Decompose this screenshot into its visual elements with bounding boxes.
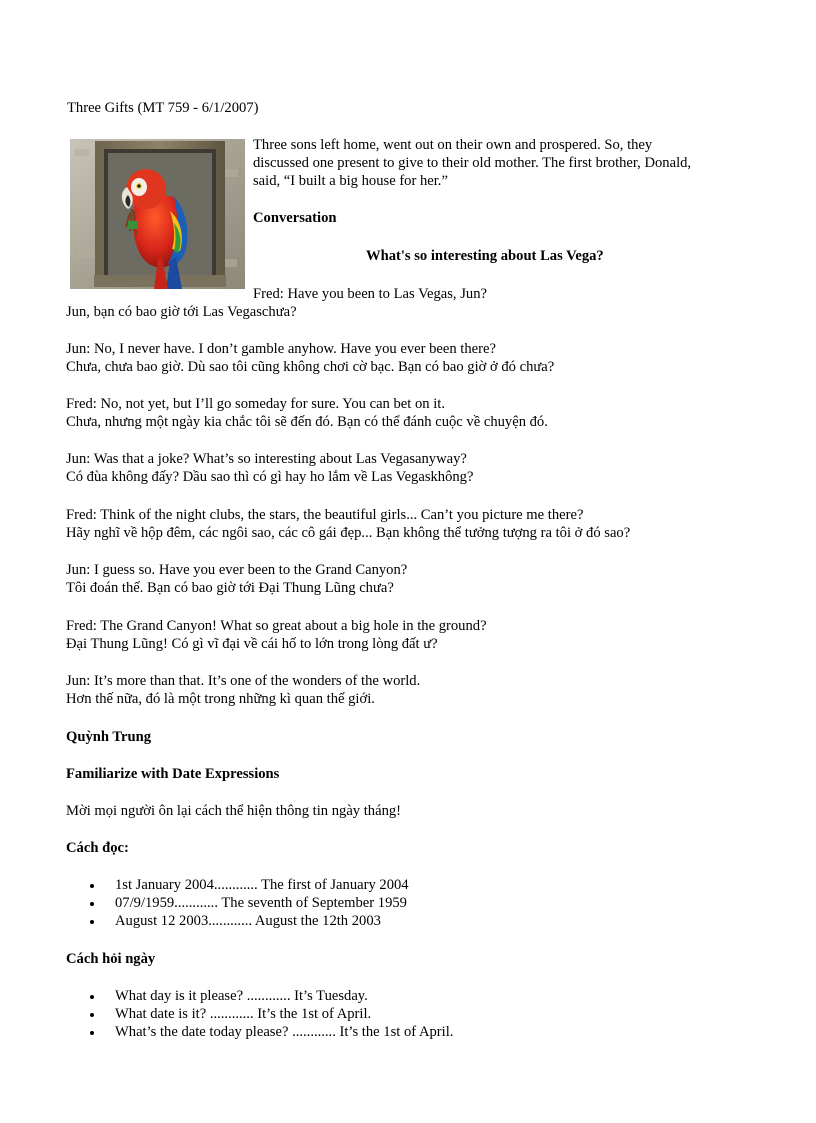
reading-heading: Cách đọc: <box>66 840 129 856</box>
story-line-2: discussed one present to give to their old mother. The first brother, Donald, <box>253 155 692 171</box>
bullet-icon <box>90 902 94 906</box>
dialogue-title: What's so interesting about Las Vega? <box>366 248 604 264</box>
parrot-photo <box>70 139 245 289</box>
dialogue-line-vi: Đại Thung Lũng! Có gì vĩ đại về cái hố to lớn trong lòng đất ư? <box>66 636 438 652</box>
dialogue-line-en: Fred: Think of the night clubs, the stars, the beautiful girls... Can’t you picture me there? <box>66 507 584 523</box>
dialogue-line-vi: Tôi đoán thế. Bạn có bao giờ tới Đại Thung Lũng chưa? <box>66 580 394 596</box>
section-intro: Mời mọi người ôn lại cách thể hiện thông tin ngày tháng! <box>66 803 402 819</box>
asking-heading: Cách hỏi ngày <box>66 951 156 967</box>
bullet-icon <box>90 995 94 999</box>
dialogue-line-vi: Chưa, nhưng một ngày kia chắc tôi sẽ đến đó. Bạn có thể đánh cuộc về chuyện đó. <box>66 414 548 430</box>
bullet-icon <box>90 1031 94 1035</box>
dialogue-line-en: Fred: The Grand Canyon! What so great about a big hole in the ground? <box>66 618 487 634</box>
dialogue-line-en: Jun: Was that a joke? What’s so interesting about Las Vegasanyway? <box>66 451 467 467</box>
document-page: Three Gifts (MT 759 - 6/1/2007) Three sons left home, went out on their own and prospered. So, they discussed one present to give to their old mother. The first brother, Donald, said, “I built a big house for her.” Conversation What's so interesting about Las Vega? Fred: Have you been to Las Vegas, Jun? Jun, bạn có bao giờ tới Las Vegaschưa? Jun: No, I never have. I don’t gamble anyhow. Have you ever been there? Chưa, chưa bao giờ. Dù sao tôi cũng không chơi cờ bạc. Bạn có bao giờ ở đó chưa? Fred: No, not yet, but I’ll go someday for sure. You can bet on it. Chưa, nhưng một ngày kia chắc tôi sẽ đến đó. Bạn có thể đánh cuộc về chuyện đó. Jun: Was that a joke? What’s so interesting about Las Vegasanyway? Có đùa không đấy? Dầu sao thì có gì hay ho lắm về Las Vegaskhông? Fred: Think of the night clubs, the stars, the beautiful girls... Can’t you picture me there? Hãy nghĩ về hộp đêm, các ngôi sao, các cô gái đẹp... Bạn không thể tưởng tượng ra tôi ở đó sao? Jun: I guess so. Have you ever been to the Grand Canyon? Tôi đoán thế. Bạn có bao giờ tới Đại Thung Lũng chưa? Fred: The Grand Canyon! What so great about a big hole in the ground? Đại Thung Lũng! Có gì vĩ đại về cái hố to lớn trong lòng đất ư? Jun: It’s more than that. It’s one of the wonders of the world. Hơn thế nữa, đó là một trong những kì quan thế giới. Quỳnh Trung Familiarize with Date Expressions Mời mọi người ôn lại cách thể hiện thông tin ngày tháng! Cách đọc: 1st January 2004............ The first of January 2004 07/9/1959............ The seventh of September 1959 August 12 2003............ August the 12th 2003 Cách hỏi ngày What day is it please? ............ It’s Tuesday. What date is it? ............ It’s the 1st of April. What’s the date today please? ............ It’s the 1st of April. <box>66 100 692 1040</box>
article-title: Three Gifts (MT 759 - 6/1/2007) <box>67 100 259 116</box>
story-line-3: said, “I built a big house for her.” <box>253 173 448 189</box>
bullet-icon <box>90 884 94 888</box>
story-line-1: Three sons left home, went out on their own and prospered. So, they <box>253 137 653 153</box>
dialogue-line-vi: Hãy nghĩ về hộp đêm, các ngôi sao, các cô gái đẹp... Bạn không thể tưởng tượng ra tôi ở đó sao? <box>66 525 631 541</box>
bullet-icon <box>90 920 94 924</box>
dialogue-line-vi: Hơn thế nữa, đó là một trong những kì quan thế giới. <box>66 691 375 707</box>
dialogue-line-vi: Chưa, chưa bao giờ. Dù sao tôi cũng không chơi cờ bạc. Bạn có bao giờ ở đó chưa? <box>66 359 555 375</box>
section-heading: Familiarize with Date Expressions <box>66 766 280 782</box>
author-name: Quỳnh Trung <box>66 729 152 745</box>
dialogue-line-en: Jun: No, I never have. I don’t gamble anyhow. Have you ever been there? <box>66 341 496 357</box>
dialogue-line-en: Fred: No, not yet, but I’ll go someday for sure. You can bet on it. <box>66 396 445 412</box>
conversation-heading: Conversation <box>253 210 337 226</box>
dialogue-line-en: Jun: It’s more than that. It’s one of the wonders of the world. <box>66 673 421 689</box>
dialogue-line-en: Jun: I guess so. Have you ever been to the Grand Canyon? <box>66 562 408 578</box>
dialogue-line-vi: Có đùa không đấy? Dầu sao thì có gì hay ho lắm về Las Vegaskhông? <box>66 469 474 485</box>
bullet-icon <box>90 1013 94 1017</box>
dialogue-line-en: Fred: Have you been to Las Vegas, Jun? <box>253 286 487 302</box>
dialogue-line-vi: Jun, bạn có bao giờ tới Las Vegaschưa? <box>66 304 297 320</box>
